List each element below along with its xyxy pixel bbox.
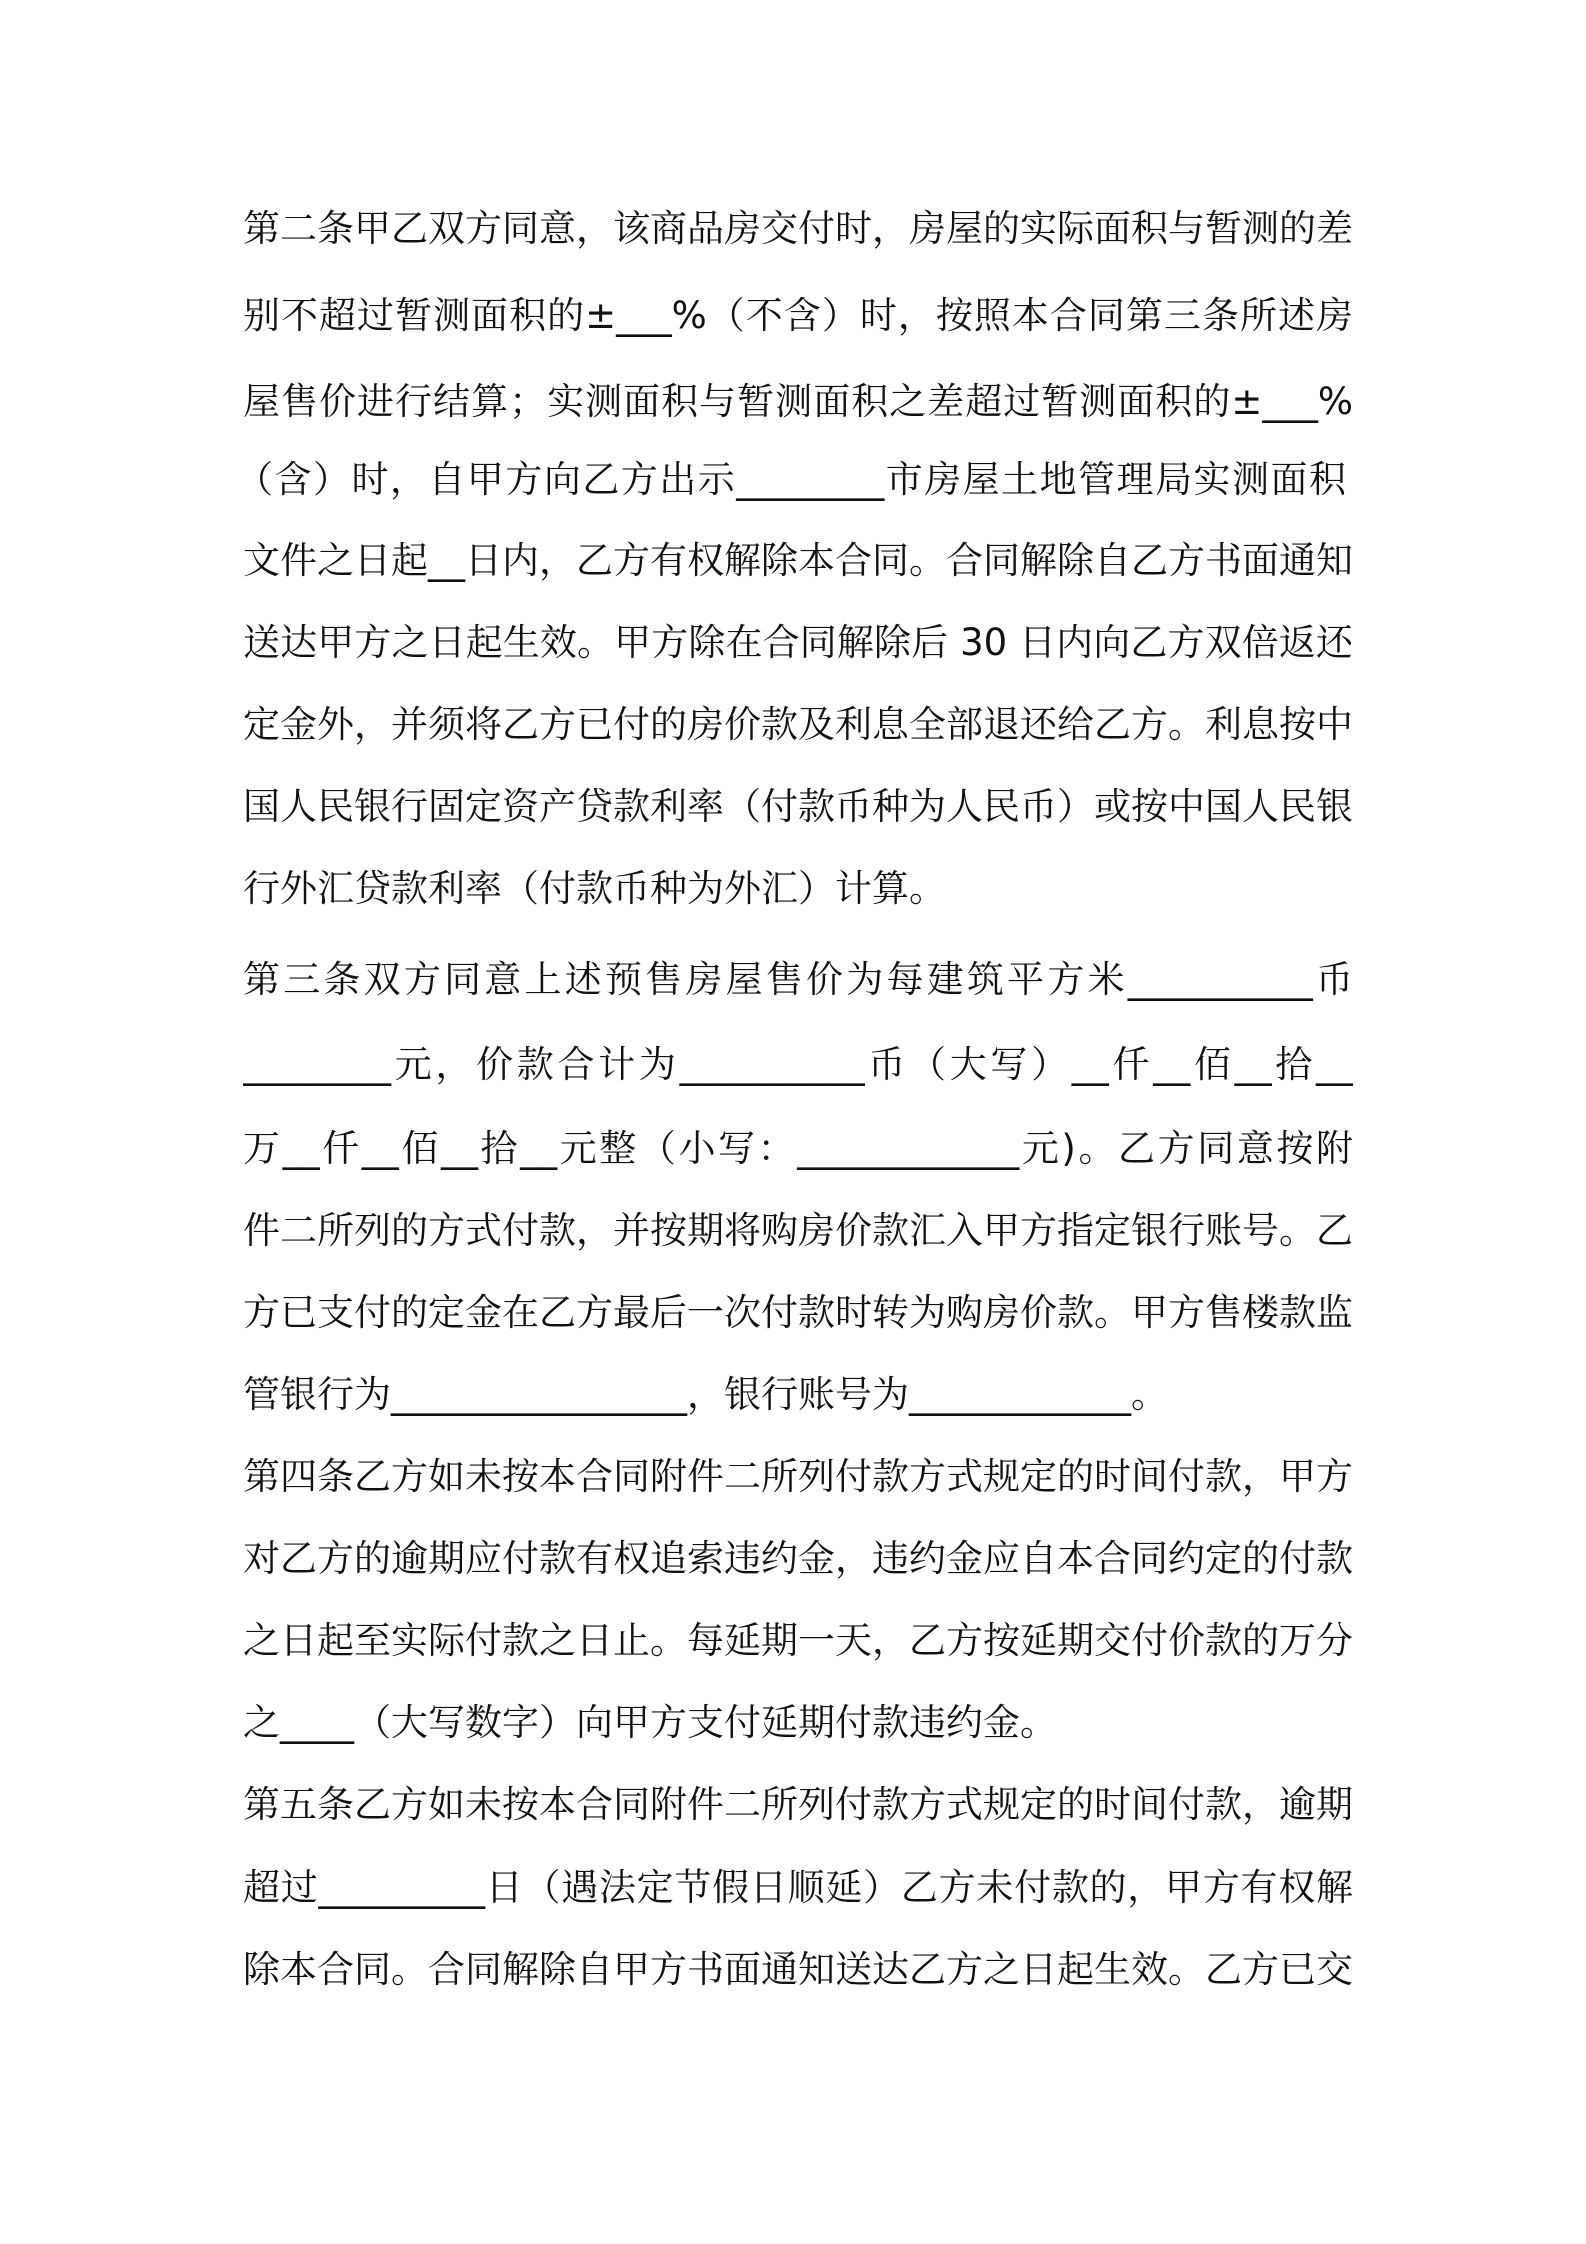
text-line: 定金外，并须将乙方已付的房价款及利息全部退还给乙方。利息按中 (243, 703, 1353, 746)
text-line: 文件之日起__日内，乙方有权解除本合同。合同解除自乙方书面通知 (243, 539, 1353, 582)
text-line: 屋售价进行结算；实测面积与暂测面积之差超过暂测面积的±___% (243, 380, 1353, 423)
text-line: 管银行为________________，银行账号为____________。 (243, 1373, 1168, 1416)
text-line: 除本合同。合同解除自甲方书面通知送达乙方之日起生效。乙方已交 (243, 1948, 1353, 1991)
text-line: 第三条双方同意上述预售房屋售价为每建筑平方米__________币 (243, 958, 1353, 1001)
text-line: 送达甲方之日起生效。甲方除在合同解除后 30 日内向乙方双倍返还 (243, 621, 1353, 664)
text-line: 国人民银行固定资产贷款利率（付款币种为人民币）或按中国人民银 (243, 785, 1353, 828)
text-line: 件二所列的方式付款，并按期将购房价款汇入甲方指定银行账号。乙 (243, 1209, 1353, 1252)
text-line: 万__仟__佰__拾__元整（小写：____________元)。乙方同意按附 (243, 1127, 1353, 1170)
text-line: 对乙方的逾期应付款有权追索违约金，违约金应自本合同约定的付款 (243, 1537, 1353, 1580)
text-line: ________元，价款合计为__________币（大写）__仟__佰__拾__ (243, 1043, 1353, 1086)
text-line: 第五条乙方如未按本合同附件二所列付款方式规定的时间付款，逾期 (243, 1783, 1353, 1826)
text-line: 行外汇贷款利率（付款币种为外汇）计算。 (243, 867, 946, 910)
text-line: 第四条乙方如未按本合同附件二所列付款方式规定的时间付款，甲方 (243, 1455, 1353, 1498)
text-line: 之日起至实际付款之日止。每延期一天，乙方按延期交付价款的万分 (243, 1619, 1353, 1662)
text-line: 别不超过暂测面积的±___%（不含）时，按照本合同第三条所述房 (243, 294, 1353, 337)
text-line: （含）时，自甲方向乙方出示________市房屋土地管理局实测面积 (236, 458, 1346, 501)
text-line: 超过_________日（遇法定节假日顺延）乙方未付款的，甲方有权解 (243, 1866, 1353, 1909)
text-line: 第二条甲乙双方同意，该商品房交付时，房屋的实际面积与暂测的差 (243, 207, 1353, 250)
text-line: 方已支付的定金在乙方最后一次付款时转为购房价款。甲方售楼款监 (243, 1291, 1353, 1334)
text-line: 之____（大写数字）向甲方支付延期付款违约金。 (243, 1701, 1057, 1744)
